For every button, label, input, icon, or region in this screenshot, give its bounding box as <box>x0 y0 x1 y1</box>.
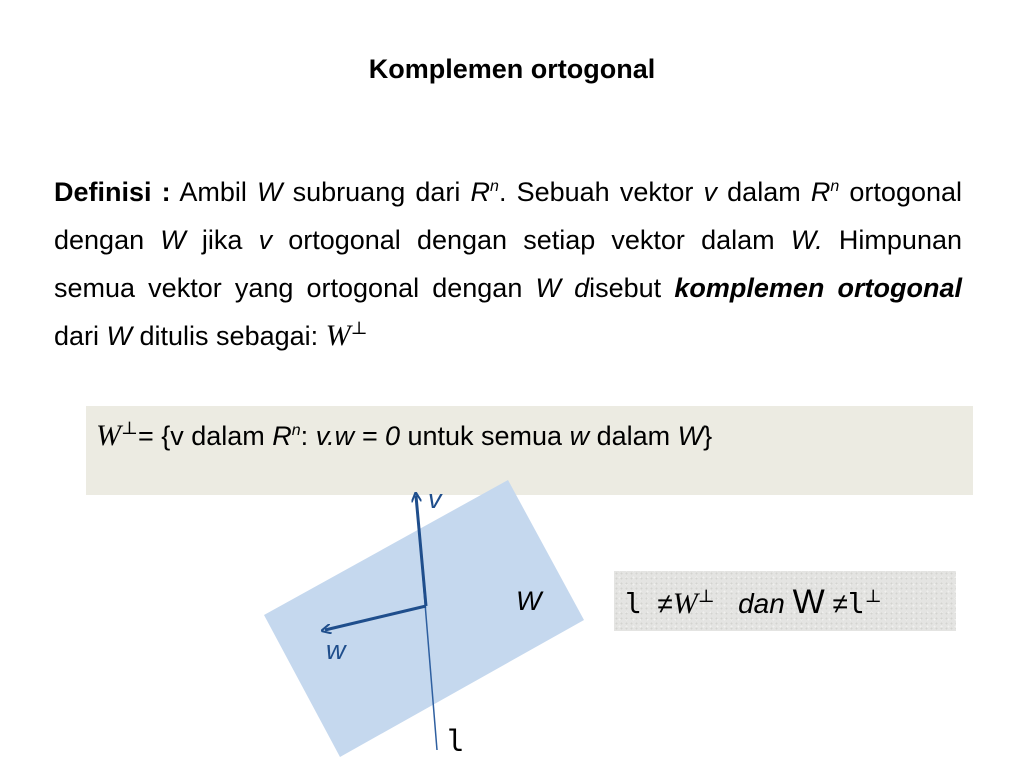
perp-symbol: ⊥ <box>864 586 882 606</box>
symbol-v: v <box>258 225 273 255</box>
symbol-W: W <box>672 587 698 620</box>
symbol-W: W. <box>790 225 823 255</box>
symbol-W: W <box>257 177 283 207</box>
line-l-label: l <box>447 724 465 758</box>
definition-text: Himpunan semua vektor yang ortogonal dengan <box>54 225 962 303</box>
definition-text: ortogonal dengan setiap vektor dalam <box>272 225 791 255</box>
vector-v-label: v <box>428 484 442 514</box>
symbol-n: n <box>291 422 301 439</box>
formula-text: untuk semua <box>399 421 570 451</box>
symbol-R: R <box>810 177 831 207</box>
bold-term: komplemen ortogonal <box>674 273 962 303</box>
symbol-n: n <box>490 178 499 195</box>
definition-text: subruang dari <box>282 177 471 207</box>
symbol-R: R <box>272 421 292 451</box>
note-statement <box>625 583 882 623</box>
definition-text: isebut <box>589 273 675 303</box>
symbol-v: v <box>703 177 718 207</box>
symbol-n: n <box>830 178 840 195</box>
symbol-W: W <box>535 273 561 303</box>
not-equal-symbol: ≠ <box>657 588 673 619</box>
formula-text: dalam <box>589 421 678 451</box>
symbol-W: W <box>325 319 351 352</box>
perp-symbol: ⊥ <box>350 318 368 338</box>
symbol-W: W <box>677 421 704 451</box>
symbol-W: W <box>792 583 825 621</box>
formula-text: : <box>300 421 316 451</box>
symbol-W: W <box>160 225 186 255</box>
w-perp-symbol <box>673 587 715 620</box>
definition-text: jika <box>185 225 259 255</box>
formula-text: } <box>703 421 713 451</box>
symbol-l: l <box>625 587 642 620</box>
subspace-W-label: W <box>516 586 542 616</box>
symbol-w: w <box>569 421 590 451</box>
note-text: dan <box>738 588 785 619</box>
definition-text: dalam <box>717 177 811 207</box>
slide-title: Komplemen ortogonal <box>368 54 656 84</box>
not-equal-symbol: ≠ <box>832 588 848 619</box>
subspace-W-plane <box>264 480 584 757</box>
perp-symbol: ⊥ <box>121 418 138 438</box>
definition-text: ditulis sebagai: <box>132 321 326 351</box>
definition-text: d <box>574 273 590 303</box>
symbol-W: W <box>96 419 121 452</box>
definition-text: . Sebuah vektor <box>498 177 704 207</box>
symbol-R: R <box>470 177 491 207</box>
symbol-W: W <box>106 321 133 351</box>
definition-text: dari <box>54 321 107 351</box>
definition-label: Definisi : <box>54 177 171 207</box>
definition-text: ortogonal dengan <box>54 177 963 255</box>
vector-w-label: w <box>326 635 346 665</box>
formula-text: = {v dalam <box>137 421 273 451</box>
formula-condition: v.w = 0 <box>315 421 400 451</box>
definition-text: Ambil <box>170 177 257 207</box>
perp-symbol: ⊥ <box>697 586 715 606</box>
symbol-l: l <box>847 587 865 620</box>
